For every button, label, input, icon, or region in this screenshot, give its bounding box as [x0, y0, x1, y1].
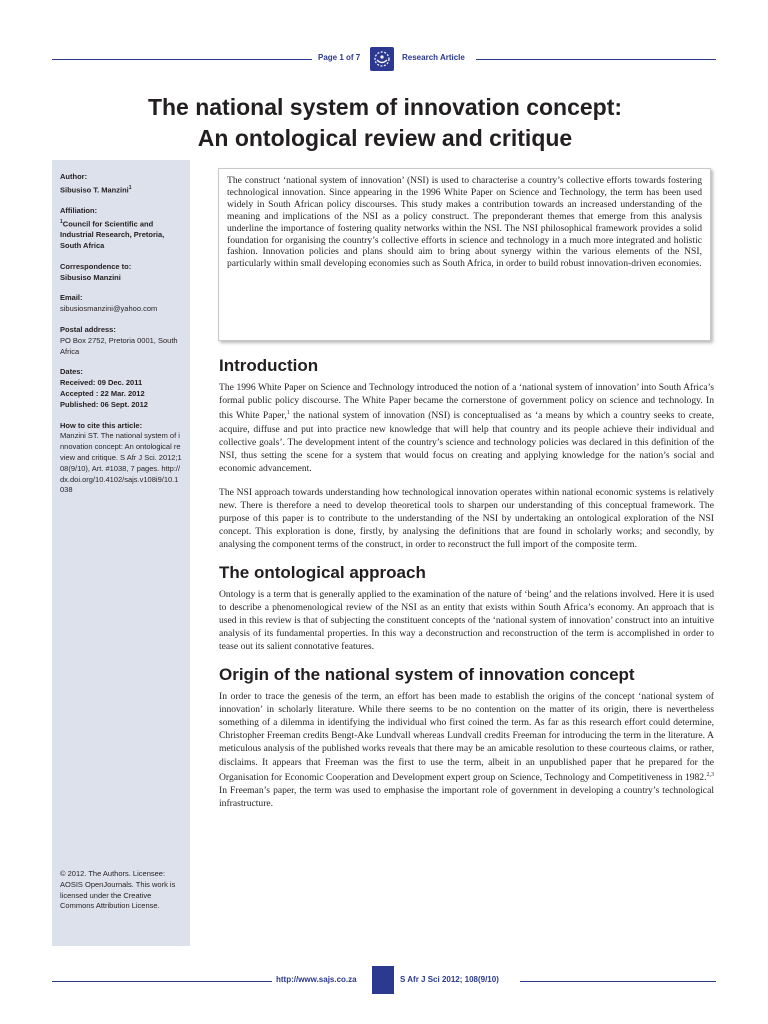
- author-label: Author:: [60, 172, 88, 181]
- affiliation-label: Affiliation:: [60, 206, 98, 216]
- section-heading-origin: Origin of the national system of innovation concept: [219, 664, 635, 684]
- intro-paragraph-1: The 1996 White Paper on Science and Technology introduced the notion of a ‘national system of innovation’ into South Africa’s formal public policy discourse. The White Paper became the cornerstone of government policy on science and technology. In this White Paper,$^1$ the national system of innovation (NSI) is conceptualised as ‘a means by which a country seeks to create, acquire, diffuse and put into practice new knowledge that will help that country and its people achieve their individual and collective goals’. The development intent of the country’s science and technology policies was declared in this definition of the NSI, thus setting the scene for a system that would focus on creating and applying knowledge for the nation’s social and economic advancement.: [219, 382, 714, 475]
- header-rule-left: [52, 59, 312, 60]
- footer-rule-right: [520, 981, 716, 982]
- postal-block: [60, 325, 182, 357]
- footer-citation: S Afr J Sci 2012; 108(9/10): [400, 975, 499, 984]
- article-type: Research Article: [402, 53, 465, 62]
- citation-label: How to cite this article:: [60, 420, 143, 430]
- footer-rule-left: [52, 981, 272, 982]
- dates-label: Dates:: [60, 367, 83, 377]
- section-heading-ontological-approach: The ontological approach: [219, 562, 426, 582]
- license-notice: © 2012. The Authors. Licensee: AOSIS OpenJournals. This work is licensed under the Creative Commons Attribution License.: [60, 869, 176, 911]
- correspondence-block: [60, 262, 182, 284]
- author-block: [60, 172, 182, 196]
- postal-label: Postal address:: [60, 324, 116, 334]
- date-published: Published: 06 Sept. 2012: [60, 399, 148, 409]
- postal-address: PO Box 2752, Pretoria 0001, South Africa: [60, 335, 178, 356]
- article-title: [40, 92, 730, 154]
- abstract-box: The construct ‘national system of innovation’ (NSI) is used to characterise a country’s collective efforts towards fostering technological innovation. Since appearing in the 1996 White Paper on Science and Technology, the term has been used widely in South African policy discourses. This study makes a contribution towards an increased understanding of the meaning and implications of the NSI as a policy construct. The preponderant themes that emerge from this analysis underline the importance of fostering quality networks within the NSI. The NSI philosophical framework provides a solid foundation for organising the country’s collective efforts in science and technology in a much more integrated and holistic fashion. Innovation policies and plans should aim to bring about synergy within the various elements of the NSI, particularly within small developing economies such as South Africa, in order to build robust innovation-driven economies.: [218, 168, 711, 341]
- dates-block: [60, 367, 182, 410]
- origin-paragraph-1: In order to trace the genesis of the term, an effort has been made to establish the origins of the concept ‘national system of innovation’ in scholarly literature. While there seems to be no contention on the matter of its origin, there is nevertheless something of a dilemma in identifying the individual who first coined the term. As far as this research effort could determine, Christopher Freeman credits Bengt-Ake Lundvall whereas Lundvall credits Freeman for introducing the term in the literature. A meticulous analysis of the published works reveals that there may be an amicable resolution to these courteous claims, or rather, disclaims. It appears that Freeman was the first to use the term, albeit in an unpublished paper that he prepared for the Organisation for Economic Cooperation and Development expert group on Science, Technology and Competitiveness in 1982.$^{2,3}$ In Freeman’s paper, the term was used to emphasise the important role of government in developing a country’s technological infrastructure.: [219, 690, 714, 810]
- correspondence-name: Sibusiso Manzini: [60, 272, 121, 282]
- citation-block: [60, 421, 182, 497]
- affiliation-block: [60, 206, 182, 252]
- header-rule-right: [476, 59, 716, 60]
- intro-paragraph-2: The NSI approach towards understanding how technological innovation operates within national economic systems is relatively new. There is therefore a need to develop theoretical tools to sharpen our understanding of this conceptual framework. The purpose of this paper is to contribute to the understanding of the NSI by undertaking an ontological exploration of the NSI concept. This exploration is done, firstly, by analysing the definitions that are found in scholarly works; and secondly, by analysing the component terms of the construct, in order to reconstruct the full import of the composite term.: [219, 486, 714, 551]
- main-content: [219, 355, 714, 821]
- email-block: [60, 293, 182, 315]
- journal-logo-icon: [373, 50, 391, 68]
- date-received: Received: 09 Dec. 2011: [60, 378, 143, 388]
- ontological-paragraph-1: Ontology is a term that is generally applied to the examination of the nature of ‘being’ and the relations involved. Here it is used to describe a phenomenological review of the NSI as an entity that exists within South Africa’s economy. An approach that is used in this review is that of subjecting the constituent concepts of the ‘national system of innovation’ construct into an intuitive analysis of its fundamental properties. In this way a deconstruction and reconstruction of the term is accomplished in order to tease out its salient connotative features.: [219, 588, 714, 653]
- correspondence-label: Correspondence to:: [60, 261, 132, 271]
- affiliation-text: $^1$Council for Scientific and Industrial Research, Pretoria, South Africa: [60, 218, 165, 250]
- article-info-sidebar: [52, 160, 190, 946]
- article-title-line2: An ontological review and critique: [197, 125, 573, 151]
- journal-logo: [370, 47, 394, 71]
- author-name: Sibusiso T. Manzini$^1$: [60, 184, 132, 195]
- citation-text[interactable]: Manzini ST. The national system of innovation concept: An ontological review and critique. S Afr J Sci. 2012;108(9/10), Art. #1038, 7 pages. http://dx.doi.org/10.4102/sajs.v108i9/10.1038: [60, 431, 182, 495]
- email-link[interactable]: sibusiosmanzini@yahoo.com: [60, 304, 158, 314]
- footer-url[interactable]: http://www.sajs.co.za: [276, 975, 357, 984]
- article-title-line1: The national system of innovation concept:: [147, 94, 623, 120]
- date-accepted: Accepted : 22 Mar. 2012: [60, 388, 145, 398]
- page-number: Page 1 of 7: [318, 53, 361, 62]
- section-heading-introduction: Introduction: [219, 356, 319, 375]
- footer-block: [372, 966, 394, 994]
- email-label: Email:: [60, 293, 83, 303]
